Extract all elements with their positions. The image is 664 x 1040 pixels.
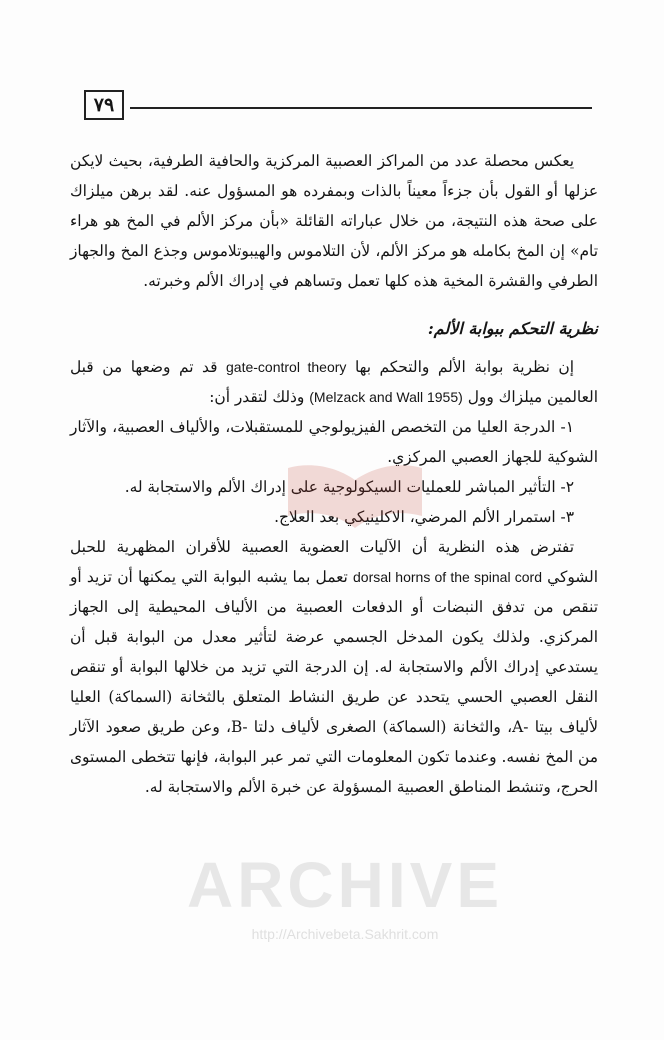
watermark-url: http://Archivebeta.Sakhrit.com [251,926,439,942]
list-item-1: ١- الدرجة العليا من التخصص الفيزيولوجي للمستقبلات، والألياف العصبية، والآثار الشوكية للجهاز العصبي المركزي. [70,418,598,466]
paragraph-2-part-3: وذلك لتقدر أن: [209,388,305,406]
watermark-text: ARCHIVE [186,849,504,921]
term-gate-control-theory: gate-control theory [226,359,347,375]
paragraph-3-part-2: تعمل بما يشبه البوابة التي يمكنها أن تزيد أو تنقص من تدفق النبضات أو الدفعات العصبية من الألياف المحيطية إلى الجهاز المركزي. ولذلك يكون المدخل الجسمي عرضة لتأثير معدل من البوابة قبل أن يستدعي إدراك الألم والاستجابة له. إن الدرجة التي تزيد من خلالها البوابة أو تنقص النقل العصبي الحسي يتحدد عن طريق النشاط المتعلق بالثخانة (السماكة) العليا لألياف بيتا -A، والثخانة (السماكة) الصغرى لألياف دلتا -B، وعن طريق صعود الآثار من المخ نفسه. وعندما تكون المعلومات التي تمر عبر البوابة، فإنها تتخطى المستوى الحرج، وتنشط المناطق العصبية المسؤولة عن خبرة الألم والاستجابة له. [70,568,598,796]
header-rule [130,107,592,109]
term-melzack-wall: (Melzack and Wall 1955) [309,389,463,405]
paragraph-3 [70,532,598,802]
paragraph-3-part-1: تفترض هذه النظرية أن الآليات العضوية العصبية للأقران المظهرية للحبل الشوكي [70,538,598,586]
term-dorsal-horns: dorsal horns of the spinal cord [353,569,542,585]
page-number: ٧٩ [84,90,124,120]
paragraph-2 [70,352,598,412]
paragraph-2-part-1: إن نظرية بوابة الألم والتحكم بها [354,358,574,376]
list-item-3: ٣- استمرار الألم المرضي، الاكلينيكي بعد العلاج. [274,508,574,526]
paragraph-1: يعكس محصلة عدد من المراكز العصبية المركزية والحافية الطرفية، بحيث لايكن عزلها أو القول بأن جزءاً معيناً بالذات وبمفرده هو المسؤول عنه. لقد برهن ميلزاك على صحة هذه النتيجة، من خلال عباراته القائلة «بأن مركز الألم في المخ هو هراء تام» إن المخ بكامله هو مركز الألم، لأن التلاموس والهيبوتلاموس وجذع المخ والجهاز الطرفي والقشرة المخية هذه كلها تعمل وتساهم في إدراك الألم وخبرته. [70,152,598,290]
section-heading: نظرية التحكم ببوابة الألم: [427,319,598,338]
paragraph-2-part-2: قد تم وضعها من قبل العالمين ميلزاك وول [70,358,598,406]
list-item-2: ٢- التأثير المباشر للعمليات السيكولوجية على إدراك الألم والاستجابة له. [124,478,574,496]
page-body [70,146,598,802]
